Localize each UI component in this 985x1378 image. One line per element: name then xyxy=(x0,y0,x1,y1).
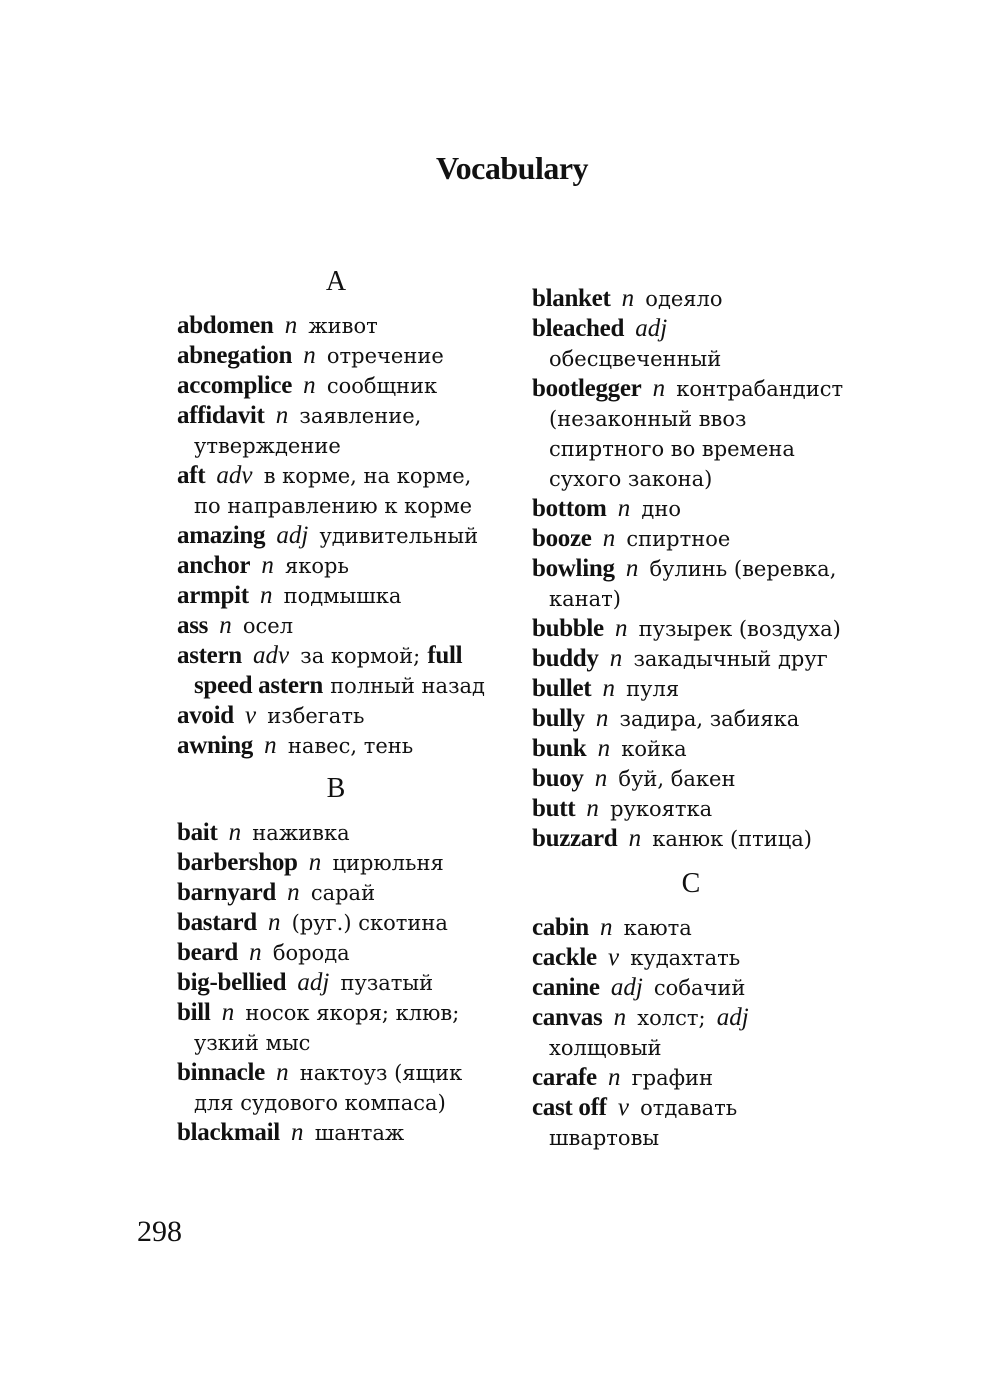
entry-part-of-speech: n xyxy=(615,615,628,642)
vocab-entry xyxy=(177,641,495,701)
vocab-entry xyxy=(177,521,495,551)
vocab-entry xyxy=(177,461,495,521)
entry-translation: удивительный xyxy=(319,524,479,548)
vocab-entry xyxy=(177,581,495,611)
entry-part-of-speech: n xyxy=(602,525,616,552)
entry-headword: awning xyxy=(177,732,254,759)
vocab-entry xyxy=(532,284,850,314)
vocab-entry xyxy=(177,908,495,938)
entry-translation: дно xyxy=(641,497,681,521)
vocab-entry xyxy=(532,374,850,494)
vocab-entry xyxy=(177,878,495,908)
entry-phrase: full speed astern xyxy=(194,642,463,699)
entry-headword: barnyard xyxy=(177,879,277,906)
entry-translation: сообщник xyxy=(326,374,438,398)
entry-part-of-speech: n xyxy=(259,582,273,609)
entry-headword: bullet xyxy=(532,675,592,702)
entry-translation: отречение xyxy=(326,344,444,368)
entry-part-of-speech: n xyxy=(276,1059,289,1086)
entry-headword: canine xyxy=(532,974,600,1001)
entry-headword: big-bellied xyxy=(177,969,287,996)
entry-part-of-speech: n xyxy=(268,909,281,936)
vocab-entry xyxy=(532,794,850,824)
entry-translation: спиртное xyxy=(626,527,731,551)
entry-part-of-speech-2: adj xyxy=(716,1004,749,1031)
entry-phrase-translation: полный назад xyxy=(330,674,485,698)
vocab-entry xyxy=(532,554,850,614)
entry-headword: booze xyxy=(532,525,592,552)
entry-part-of-speech: n xyxy=(261,552,274,579)
entry-translation: живот xyxy=(308,314,378,338)
vocab-entry xyxy=(532,973,850,1003)
entry-headword: bill xyxy=(177,999,211,1026)
entry-part-of-speech: n xyxy=(308,849,322,876)
entry-translation: задира, забияка xyxy=(619,707,800,731)
entry-part-of-speech: n xyxy=(602,675,615,702)
entry-translation: шантаж xyxy=(314,1121,405,1145)
entry-part-of-speech: n xyxy=(284,312,298,339)
vocab-entry xyxy=(532,1093,850,1153)
entry-translation: отдавать швартовы xyxy=(549,1096,738,1150)
entry-part-of-speech: n xyxy=(595,705,609,732)
entry-translation: в корме, на корме, по направлению к корме xyxy=(194,464,473,518)
entry-headword: accomplice xyxy=(177,372,293,399)
entry-headword: bunk xyxy=(532,735,587,762)
entry-translation: кудахтать xyxy=(630,946,741,970)
entry-translation: пузатый xyxy=(340,971,434,995)
entry-headword: beard xyxy=(177,939,239,966)
vocab-entry xyxy=(177,848,495,878)
entry-part-of-speech: n xyxy=(228,819,242,846)
entry-part-of-speech: v xyxy=(608,944,620,971)
vocab-entry xyxy=(532,314,850,374)
entry-part-of-speech: n xyxy=(600,914,613,941)
entry-translation: пузырек (воздуха) xyxy=(638,617,841,641)
vocab-entry xyxy=(532,824,850,854)
entry-part-of-speech: n xyxy=(303,372,316,399)
entry-translation: закадычный друг xyxy=(633,647,828,671)
entry-translation: навес, тень xyxy=(287,734,414,758)
entry-headword: abdomen xyxy=(177,312,274,339)
entry-translation: нактоуз (ящик для судового компаса) xyxy=(194,1061,463,1115)
entry-headword: bully xyxy=(532,705,585,732)
entry-headword: aft xyxy=(177,462,206,489)
section-a-entries xyxy=(177,311,495,761)
vocab-entry xyxy=(532,674,850,704)
left-column xyxy=(177,267,495,1148)
letter-heading-a: A xyxy=(325,266,347,297)
entry-translation: буй, бакен xyxy=(618,767,736,791)
vocab-entry xyxy=(532,943,850,973)
entry-headword: anchor xyxy=(177,552,251,579)
vocab-entry xyxy=(532,704,850,734)
entry-part-of-speech: n xyxy=(628,825,642,852)
entry-headword: amazing xyxy=(177,522,266,549)
vocab-entry xyxy=(177,1118,495,1148)
letter-heading-b: B xyxy=(326,773,346,804)
entry-translation: койка xyxy=(621,737,687,761)
entry-headword: binnacle xyxy=(177,1059,265,1086)
entry-translation: каюта xyxy=(623,916,692,940)
entry-part-of-speech: n xyxy=(586,795,599,822)
entry-translation: носок якоря; клюв; узкий мыс xyxy=(194,1001,460,1055)
entry-headword: bait xyxy=(177,819,218,846)
entry-headword: buzzard xyxy=(532,825,618,852)
entry-headword: bootlegger xyxy=(532,375,642,402)
entry-part-of-speech: v xyxy=(617,1094,629,1121)
entry-headword: armpit xyxy=(177,582,249,609)
vocab-entry xyxy=(177,701,495,731)
entry-translation: канюк (птица) xyxy=(652,827,812,851)
section-c-entries xyxy=(532,913,850,1153)
entry-part-of-speech: adj xyxy=(297,969,330,996)
vocab-entry xyxy=(177,1058,495,1118)
entry-headword: cabin xyxy=(532,914,589,941)
vocab-entry xyxy=(532,764,850,794)
entry-translation: графин xyxy=(631,1066,714,1090)
vocab-entry xyxy=(177,818,495,848)
entry-part-of-speech: n xyxy=(597,735,611,762)
entry-translation: пуля xyxy=(626,677,680,701)
section-b-continued-entries xyxy=(532,284,850,854)
entry-part-of-speech: n xyxy=(652,375,666,402)
entry-translation-2: холщовый xyxy=(549,1036,662,1060)
entry-headword: blanket xyxy=(532,285,611,312)
entry-headword: bastard xyxy=(177,909,257,936)
entry-translation: борода xyxy=(272,941,350,965)
right-column xyxy=(532,284,850,1153)
vocab-entry xyxy=(177,341,495,371)
vocab-entry xyxy=(177,371,495,401)
entry-part-of-speech: n xyxy=(303,342,316,369)
vocab-entry xyxy=(532,494,850,524)
vocab-entry xyxy=(177,551,495,581)
vocab-entry xyxy=(532,524,850,554)
entry-part-of-speech: adj xyxy=(635,315,668,342)
entry-translation: за кормой; xyxy=(300,644,421,668)
entry-headword: bowling xyxy=(532,555,615,582)
entry-translation: контрабандист (незаконный ввоз спиртного во времена сухого закона) xyxy=(549,377,844,491)
entry-headword: affidavit xyxy=(177,402,265,429)
vocab-entry xyxy=(532,1063,850,1093)
entry-headword: buoy xyxy=(532,765,584,792)
entry-part-of-speech: n xyxy=(219,612,232,639)
vocab-entry xyxy=(177,731,495,761)
page-title: Vocabulary xyxy=(435,150,589,186)
letter-heading-c: C xyxy=(681,868,701,899)
entry-translation: сарай xyxy=(310,881,376,905)
page-number: 298 xyxy=(137,1215,182,1248)
entry-translation: заявление, утверждение xyxy=(194,404,422,458)
entry-translation: собачий xyxy=(653,976,746,1000)
vocab-entry xyxy=(177,611,495,641)
entry-part-of-speech: n xyxy=(249,939,262,966)
entry-part-of-speech: n xyxy=(625,555,639,582)
entry-part-of-speech: n xyxy=(617,495,631,522)
vocab-entry xyxy=(177,401,495,461)
entry-translation: наживка xyxy=(252,821,350,845)
entry-translation: осел xyxy=(242,614,294,638)
vocab-entry xyxy=(177,311,495,341)
entry-translation: якорь xyxy=(285,554,349,578)
entry-part-of-speech: adj xyxy=(610,974,643,1001)
entry-part-of-speech: n xyxy=(609,645,623,672)
entry-translation: цирюльня xyxy=(332,851,444,875)
entry-translation: булинь (веревка, канат) xyxy=(549,557,837,611)
vocab-entry xyxy=(177,998,495,1058)
entry-headword: avoid xyxy=(177,702,234,729)
entry-translation: подмышка xyxy=(283,584,402,608)
entry-headword: cast off xyxy=(532,1094,607,1121)
vocab-entry xyxy=(532,614,850,644)
vocab-entry xyxy=(532,913,850,943)
entry-headword: astern xyxy=(177,642,242,669)
entry-part-of-speech: n xyxy=(291,1119,304,1146)
entry-translation: холст; xyxy=(637,1006,706,1030)
entry-headword: cackle xyxy=(532,944,597,971)
entry-part-of-speech: n xyxy=(287,879,300,906)
entry-translation: избегать xyxy=(267,704,365,728)
entry-part-of-speech: adj xyxy=(276,522,309,549)
vocab-entry xyxy=(532,644,850,674)
entry-part-of-speech: n xyxy=(264,732,277,759)
entry-part-of-speech: n xyxy=(221,999,235,1026)
entry-part-of-speech: adv xyxy=(253,642,290,669)
entry-part-of-speech: adv xyxy=(216,462,253,489)
entry-part-of-speech: n xyxy=(275,402,289,429)
entry-headword: bleached xyxy=(532,315,625,342)
entry-translation: обесцвеченный xyxy=(549,347,722,371)
entry-headword: bottom xyxy=(532,495,607,522)
vocab-entry xyxy=(177,938,495,968)
entry-headword: carafe xyxy=(532,1064,597,1091)
entry-headword: abnegation xyxy=(177,342,293,369)
entry-part-of-speech: n xyxy=(613,1004,627,1031)
entry-part-of-speech: n xyxy=(607,1064,621,1091)
entry-headword: butt xyxy=(532,795,576,822)
vocab-entry xyxy=(532,734,850,764)
entry-part-of-speech: v xyxy=(245,702,257,729)
entry-translation: одеяло xyxy=(645,287,723,311)
entry-headword: canvas xyxy=(532,1004,603,1031)
entry-headword: ass xyxy=(177,612,209,639)
vocab-entry xyxy=(177,968,495,998)
entry-headword: blackmail xyxy=(177,1119,280,1146)
entry-headword: buddy xyxy=(532,645,599,672)
vocab-entry xyxy=(532,1003,850,1063)
section-b-entries xyxy=(177,818,495,1148)
entry-translation: (руг.) скотина xyxy=(291,911,448,935)
entry-part-of-speech: n xyxy=(594,765,608,792)
entry-headword: barbershop xyxy=(177,849,298,876)
entry-headword: bubble xyxy=(532,615,604,642)
entry-translation: рукоятка xyxy=(610,797,713,821)
entry-part-of-speech: n xyxy=(621,285,635,312)
